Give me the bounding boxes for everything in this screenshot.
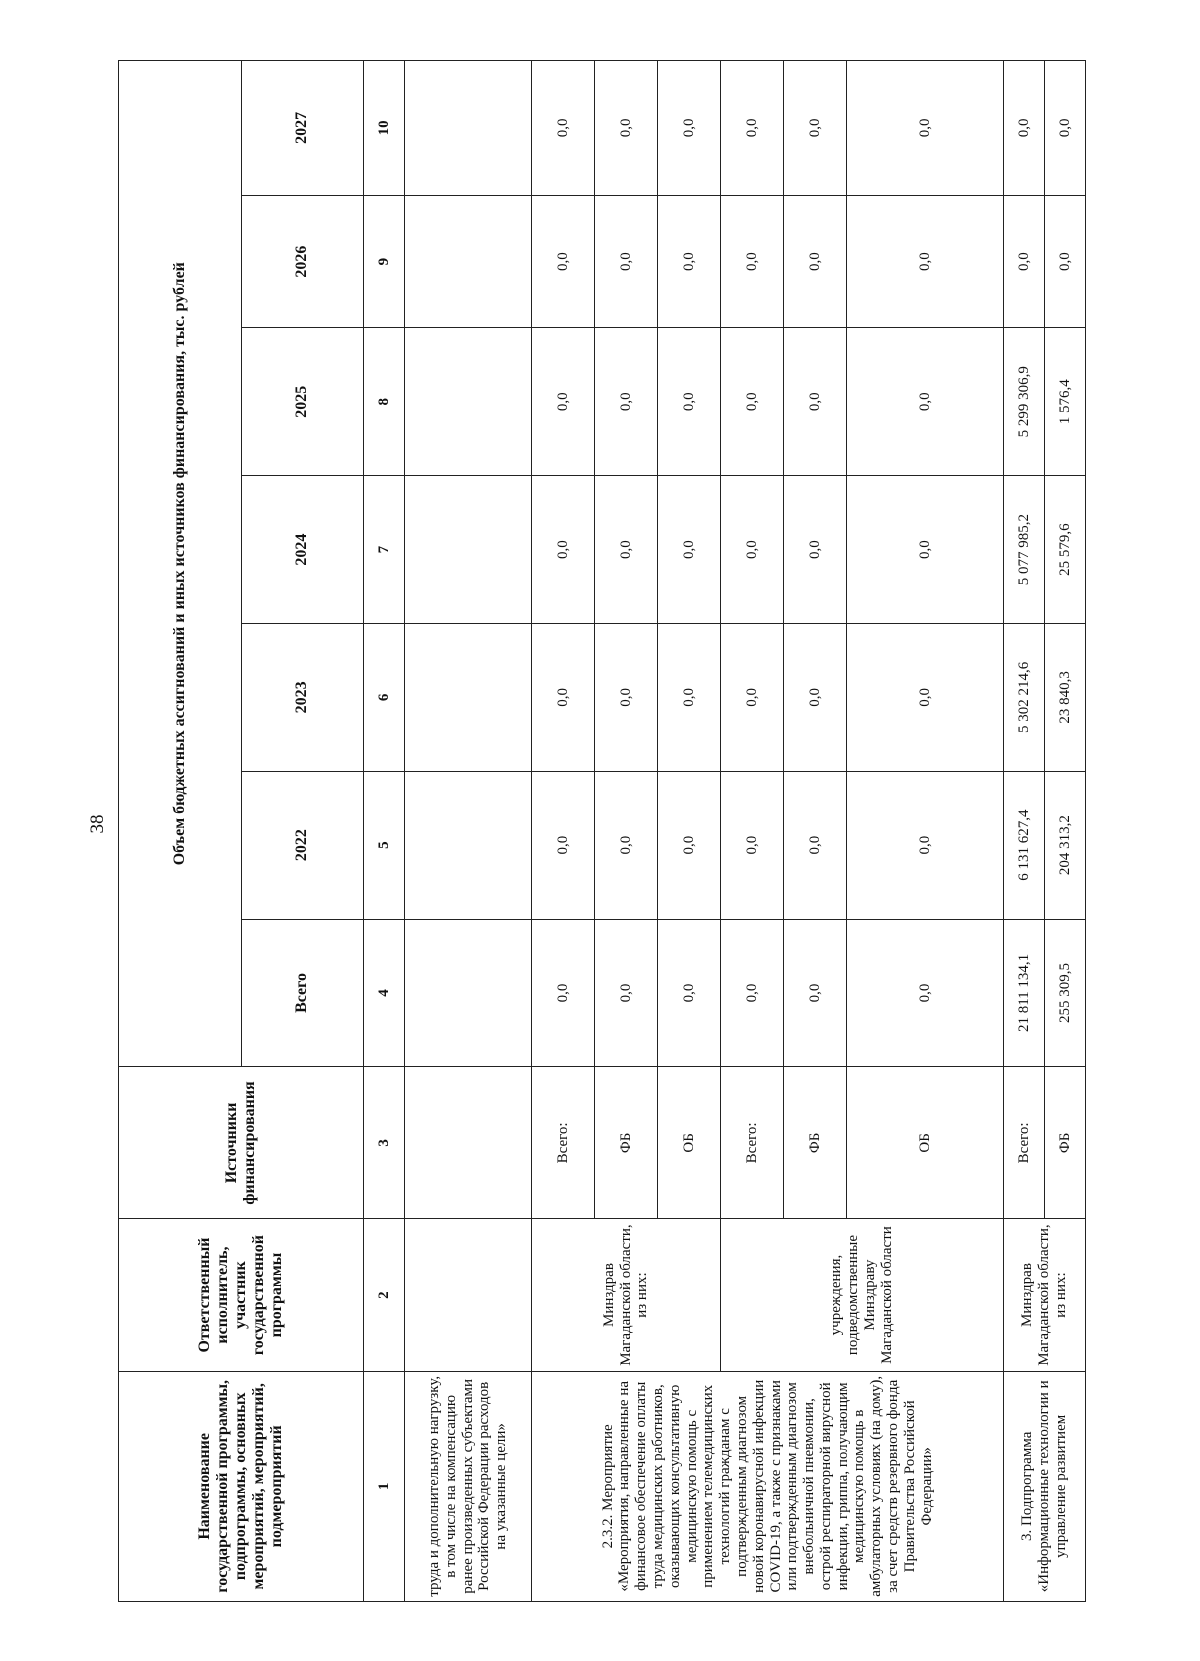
column-number: 10 — [364, 61, 405, 196]
value-cell: 25 579,6 — [1045, 476, 1086, 624]
value-cell: 204 313,2 — [1045, 771, 1086, 919]
value-cell: 0,0 — [595, 195, 658, 328]
value-cell: 0,0 — [658, 919, 721, 1067]
column-number: 4 — [364, 919, 405, 1067]
value-cell: 0,0 — [784, 771, 847, 919]
header-year: 2026 — [241, 195, 364, 328]
source-cell: Всего: — [721, 1067, 784, 1219]
value-cell: 0,0 — [721, 476, 784, 624]
source-cell: Всего: — [532, 1067, 595, 1219]
value-cell: 0,0 — [1045, 61, 1086, 196]
value-cell: 6 131 627,4 — [1004, 771, 1045, 919]
column-numbers-row — [364, 61, 405, 1602]
executor-institutions: учреждения, подведомственные Минздраву Магаданской области — [721, 1219, 1004, 1371]
value-cell: 0,0 — [595, 771, 658, 919]
column-number: 5 — [364, 771, 405, 919]
value-cell: 0,0 — [847, 476, 1004, 624]
value-cell: 0,0 — [658, 328, 721, 476]
source-cell: ОБ — [658, 1067, 721, 1219]
value-cell: 0,0 — [784, 328, 847, 476]
header-year: 2022 — [241, 771, 364, 919]
header-year: 2027 — [241, 61, 364, 196]
value-cell: 0,0 — [721, 771, 784, 919]
value-cell: 0,0 — [658, 476, 721, 624]
value-cell: 0,0 — [658, 61, 721, 196]
value-cell: 0,0 — [784, 919, 847, 1067]
value-cell: 0,0 — [847, 61, 1004, 196]
value-cell: 0,0 — [532, 328, 595, 476]
value-cell: 0,0 — [721, 919, 784, 1067]
value-cell: 0,0 — [532, 61, 595, 196]
column-number: 1 — [364, 1371, 405, 1601]
column-number: 6 — [364, 623, 405, 771]
header-name: Наименование государственной программы, подпрограммы, основных мероприятий, мероприятий, подмероприятий — [119, 1371, 364, 1601]
value-cell: 5 077 985,2 — [1004, 476, 1045, 624]
value-cell: 0,0 — [532, 476, 595, 624]
table-row — [1004, 61, 1045, 1602]
header-executor: Ответственный исполнитель, участник государственной программы — [119, 1219, 364, 1371]
value-cell: 0,0 — [721, 328, 784, 476]
header-year: Всего — [241, 919, 364, 1067]
header-year: 2025 — [241, 328, 364, 476]
column-number: 7 — [364, 476, 405, 624]
value-cell: 0,0 — [721, 195, 784, 328]
header-row-1 — [119, 61, 242, 1602]
value-cell: 0,0 — [532, 623, 595, 771]
value-cell: 0,0 — [847, 771, 1004, 919]
value-cell: 0,0 — [595, 476, 658, 624]
header-volume: Объем бюджетных ассигнований и иных источников финансирования, тыс. рублей — [119, 61, 242, 1067]
source-cell: ОБ — [847, 1067, 1004, 1219]
table-row — [721, 61, 784, 1602]
value-cell: 5 299 306,9 — [1004, 328, 1045, 476]
value-cell: 0,0 — [1004, 61, 1045, 196]
value-cell: 21 811 134,1 — [1004, 919, 1045, 1067]
value-cell: 255 309,5 — [1045, 919, 1086, 1067]
source-cell: ФБ — [784, 1067, 847, 1219]
column-number: 3 — [364, 1067, 405, 1219]
value-cell: 0,0 — [847, 623, 1004, 771]
value-cell: 0,0 — [784, 476, 847, 624]
budget-table — [118, 60, 1086, 1602]
value-cell: 0,0 — [1045, 195, 1086, 328]
subprogram-3-title: 3. Подпрограмма «Информационные технологии и управление развитием — [1004, 1371, 1086, 1601]
value-cell: 0,0 — [595, 623, 658, 771]
value-cell: 5 302 214,6 — [1004, 623, 1045, 771]
continuation-text: труда и дополнительную нагрузку, в том числе на компенсацию ранее произведенных субъектами Российской Федерации расходов на указанные цели» — [405, 1371, 532, 1601]
rotated-table-container — [118, 60, 1086, 1602]
value-cell: 0,0 — [595, 328, 658, 476]
header-source: Источники финансирования — [119, 1067, 364, 1219]
table-row — [405, 61, 532, 1602]
measure-title: 2.3.2. Мероприятие «Мероприятия, направленные на финансовое обеспечение оплаты труда медицинских работников, оказывающих консультативную медицинскую помощь с применением телемедицинских технологий гражданам с подтвержденным диагнозом новой коронавирусной инфекции COVID-19, а также с признаками или подтвержденным диагнозом внебольничной пневмонии, острой респираторной вирусной инфекции, гриппа, получающим медицинскую помощь в амбулаторных условиях (на дому), за счет средств резервного фонда Правительства Российской Федерации» — [532, 1371, 1004, 1601]
subprogram-3-executor: Минздрав Магаданской области, из них: — [1004, 1219, 1086, 1371]
value-cell: 0,0 — [658, 623, 721, 771]
value-cell: 0,0 — [595, 919, 658, 1067]
header-year: 2023 — [241, 623, 364, 771]
value-cell: 0,0 — [532, 771, 595, 919]
value-cell: 0,0 — [784, 623, 847, 771]
value-cell: 0,0 — [532, 195, 595, 328]
value-cell: 0,0 — [595, 61, 658, 196]
value-cell: 0,0 — [658, 771, 721, 919]
executor-minzdrav: Минздрав Магаданской области, из них: — [532, 1219, 721, 1371]
column-number: 9 — [364, 195, 405, 328]
column-number: 2 — [364, 1219, 405, 1371]
table-row — [532, 61, 595, 1602]
value-cell: 23 840,3 — [1045, 623, 1086, 771]
source-cell: ФБ — [1045, 1067, 1086, 1219]
value-cell: 0,0 — [721, 61, 784, 196]
value-cell: 1 576,4 — [1045, 328, 1086, 476]
value-cell: 0,0 — [784, 61, 847, 196]
source-cell: ФБ — [595, 1067, 658, 1219]
value-cell: 0,0 — [847, 195, 1004, 328]
page-number: 38 — [87, 814, 108, 834]
header-year: 2024 — [241, 476, 364, 624]
value-cell: 0,0 — [532, 919, 595, 1067]
value-cell: 0,0 — [658, 195, 721, 328]
column-number: 8 — [364, 328, 405, 476]
value-cell: 0,0 — [721, 623, 784, 771]
value-cell: 0,0 — [1004, 195, 1045, 328]
value-cell: 0,0 — [847, 919, 1004, 1067]
source-cell: Всего: — [1004, 1067, 1045, 1219]
value-cell: 0,0 — [784, 195, 847, 328]
value-cell: 0,0 — [847, 328, 1004, 476]
